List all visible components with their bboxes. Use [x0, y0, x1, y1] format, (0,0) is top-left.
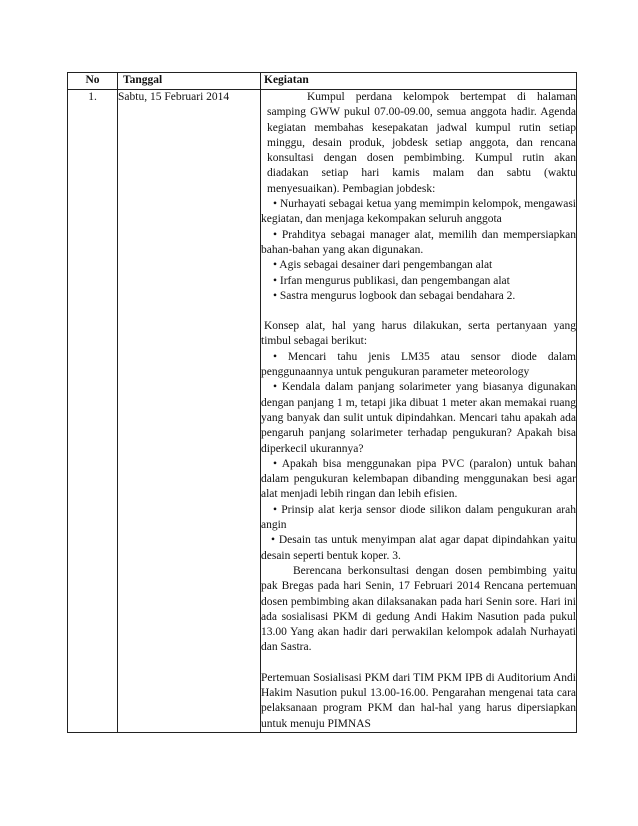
row-activity [261, 90, 577, 733]
header-no: No [68, 73, 118, 90]
jobdesk-item: • Nurhayati sebagai ketua yang memimpin kelompok, mengawasi kegiatan, dan menjaga kekompakan seluruh anggota [261, 198, 576, 226]
jobdesk-item: • Agis sebagai desainer dari pengembangan alat [273, 259, 493, 272]
jobdesk-item: • Irfan mengurus publikasi, dan pengembangan alat [273, 274, 510, 287]
logbook-table [67, 72, 577, 733]
row-date: Sabtu, 15 Februari 2014 [118, 90, 261, 733]
jobdesk-item: • Sastra mengurus logbook dan sebagai bendahara 2. [273, 289, 516, 302]
row-number: 1. [68, 90, 118, 733]
concept-item: • Prinsip alat kerja sensor diode silikon dalam pengukuran arah angin [261, 503, 576, 532]
header-activity: Kegiatan [261, 73, 577, 90]
consult-paragraph: Berencana berkonsultasi dengan dosen pembimbing yaitu pak Bregas pada hari Senin, 17 Februari 2014 Rencana pertemuan dosen pembimbing akan dilaksanakan pada hari Senin sore. Hari ini ada sosialisasi PKM di gedung Andi Hakim Nasution pada pukul 13.00 Yang akan hadir dari perwakilan kelompok adalah Nurhayati dan Sastra. [261, 564, 576, 654]
jobdesk-item: • Prahditya sebagai manager alat, memilih dan mempersiapkan bahan-bahan yang akan digunakan. [261, 228, 576, 256]
concept-item: • Kendala dalam panjang solarimeter yang biasanya digunakan dengan panjang 1 m, tetapi jika dibuat 1 meter akan memakai ruang yang banyak dan sulit untuk dipindahkan. Mencari tahu apakah ada pengaruh panjang solarimeter terhadap pengukuran? Apakah bisa diperkecil ukurannya? [261, 381, 576, 455]
header-row [68, 73, 577, 90]
concept-intro: Konsep alat, hal yang harus dilakukan, serta pertanyaan yang timbul sebagai berikut: [261, 320, 576, 348]
concept-item: • Mencari tahu jenis LM35 atau sensor diode dalam penggunaannya untuk pengukuran parameter meteorology [261, 350, 576, 379]
concept-item: • Apakah bisa menggunakan pipa PVC (paralon) untuk bahan dalam pengukuran kelembapan dibanding menggunakan besi agar alat menjadi lebih ringan dan lebih efisien. [261, 457, 576, 501]
intro-paragraph: Kumpul perdana kelompok bertempat di halaman samping GWW pukul 07.00-09.00, semua anggota hadir. Agenda kegiatan membahas kesepakatan jadwal kumpul rutin setiap minggu, desain produk, jobdesk setiap anggota, dan rencana konsultasi dengan dosen pembimbing. Kumpul rutin akan diadakan setiap hari kamis malam dan sabtu (waktu menyesuaikan). Pembagian jobdesk: [267, 91, 576, 195]
table-row [68, 90, 577, 733]
concept-item: • Desain tas untuk menyimpan alat agar dapat dipindahkan yaitu desain seperti bentuk koper. 3. [261, 534, 576, 562]
header-date: Tanggal [118, 73, 261, 90]
meeting-paragraph: Pertemuan Sosialisasi PKM dari TIM PKM IPB di Auditorium Andi Hakim Nasution pukul 13.00-16.00. Pengarahan mengenai tata cara pelaksanaan program PKM dan hal-hal yang harus dipersiapkan untuk menuju PIMNAS [261, 671, 576, 730]
